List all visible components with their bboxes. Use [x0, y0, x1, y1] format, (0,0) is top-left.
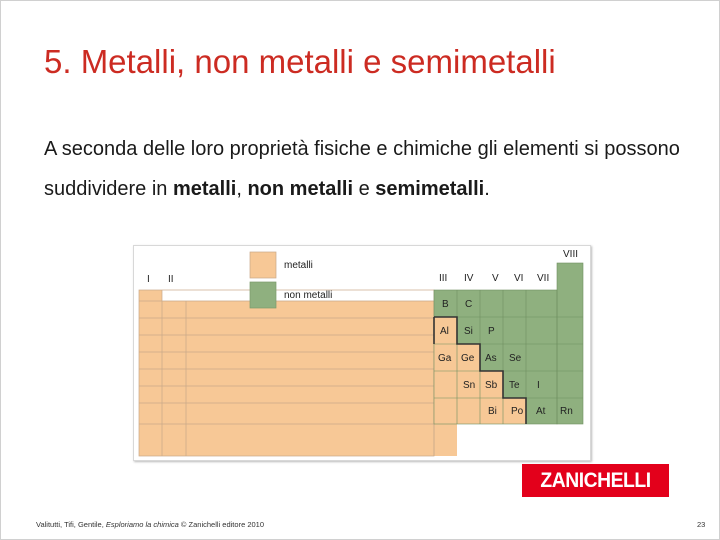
page-number: 23 [697, 520, 706, 529]
group-label-7: VII [537, 273, 550, 284]
zanichelli-logo [522, 464, 669, 497]
element-p: P [488, 326, 495, 337]
nonmetal-row6 [526, 398, 583, 424]
element-sn: Sn [463, 380, 476, 391]
group-1-column [139, 290, 162, 456]
legend-nonmetal-label: non metalli [284, 290, 333, 301]
term-semimetalli: semimetalli [375, 178, 485, 200]
nonmetal-he [557, 263, 583, 290]
nonmetal-block [434, 263, 583, 424]
footer-book-title: Esploriamo la chimica [105, 520, 179, 529]
nonmetal-row3 [457, 317, 583, 344]
logo-text: ZANICHELLI [540, 469, 651, 492]
element-ge: Ge [461, 353, 475, 364]
conjunction: e [353, 178, 376, 200]
element-ga: Ga [438, 353, 452, 364]
term-non-metalli: non metalli [247, 178, 354, 200]
element-bi: Bi [488, 406, 497, 417]
group-label-6: VI [514, 273, 524, 284]
group-label-2: II [168, 274, 174, 285]
legend-metal-swatch [250, 252, 276, 278]
metal-bi-po-area [434, 424, 457, 456]
footer-credits [36, 520, 264, 529]
group-label-4: IV [464, 273, 474, 284]
group-label-8: VIII [563, 249, 579, 260]
element-sb: Sb [485, 380, 498, 391]
group-labels [147, 249, 578, 285]
element-b: B [442, 299, 449, 310]
comma: , [236, 178, 248, 200]
slide-title: 5. Metalli, non metalli e semimetalli [44, 43, 556, 80]
intro-paragraph [44, 129, 684, 209]
group-label-5: V [492, 273, 499, 284]
element-as: As [485, 353, 497, 364]
group-label-3: III [439, 273, 448, 284]
element-po: Po [511, 406, 524, 417]
period: . [484, 178, 490, 200]
periodic-table-figure [133, 245, 591, 461]
metal-block [139, 290, 457, 456]
periodic-table-svg [134, 246, 590, 460]
element-se: Se [509, 353, 522, 364]
legend-nonmetal-swatch [250, 282, 276, 308]
element-i: I [537, 380, 540, 391]
element-at: At [536, 406, 546, 417]
intro-text: A seconda delle loro proprietà fisiche e chimiche gli elementi si possono suddividere in [44, 138, 680, 200]
element-c: C [465, 299, 473, 310]
element-si: Si [464, 326, 473, 337]
element-al: Al [440, 326, 449, 337]
term-metalli: metalli [172, 178, 237, 200]
footer-authors: Valitutti, Tifi, Gentile, [36, 520, 106, 529]
element-te: Te [509, 380, 520, 391]
element-rn: Rn [560, 406, 573, 417]
footer-publisher: © Zanichelli editore 2010 [178, 520, 265, 529]
legend [250, 252, 332, 308]
metal-area [162, 301, 434, 456]
legend-metal-label: metalli [284, 260, 313, 271]
group-label-1: I [147, 274, 150, 285]
